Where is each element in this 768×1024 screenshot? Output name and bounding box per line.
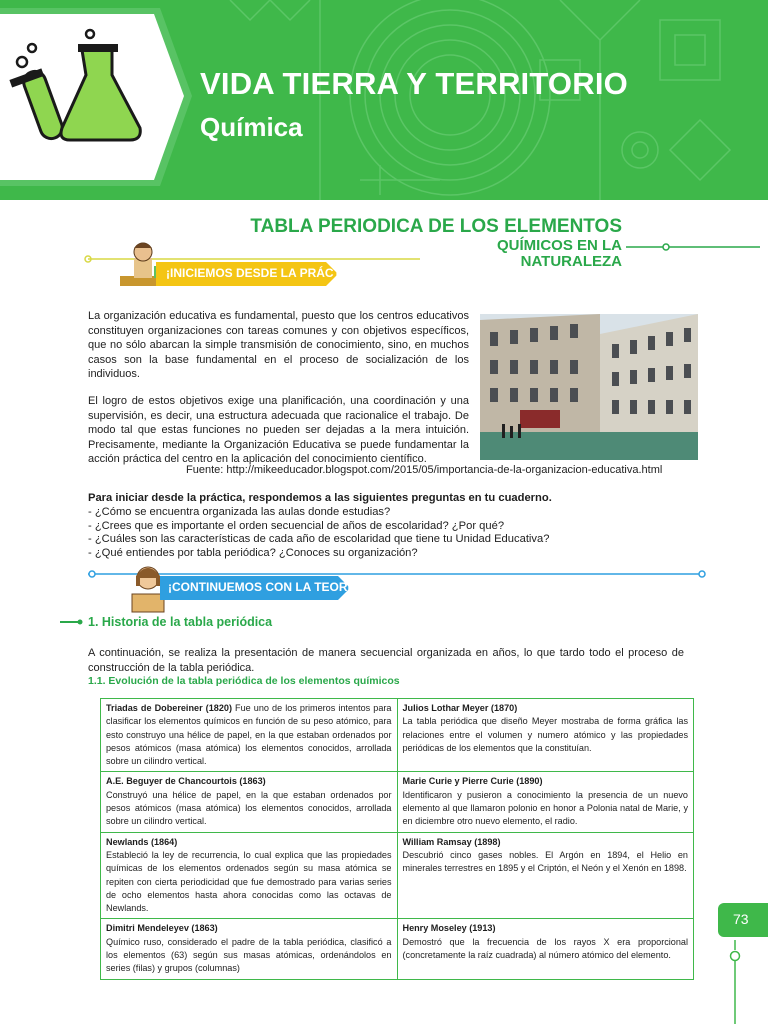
page-number-badge [718,903,768,937]
section-title-line3: NATURALEZA [520,253,622,270]
table-cell [101,772,398,832]
table-cell [397,699,694,772]
page-subtitle: Química [200,112,303,142]
section-title-line1: TABLA PERIODICA DE LOS ELEMENTOS [250,216,622,237]
scientist-name: Dimitri Mendeleyev (1863) [106,923,218,934]
table-row [101,699,694,772]
table-cell [101,919,398,979]
scientist-name: Marie Curie y Pierre Curie (1890) [402,776,543,787]
history-heading: 1. Historia de la tabla periódica [88,615,273,629]
scientist-description: Químico ruso, considerado el padre de la tabla periódica, clasificó a los elementos (63) según sus masas atómicas, ordenándolos en series (filas) y grupos (columnas) [106,936,392,974]
question-item: - ¿Qué entiendes por tabla periódica? ¿Conoces su organización? [88,547,418,560]
table-cell [101,832,398,919]
theory-banner-label: ¡CONTINUEMOS CON LA TEORÍA! [168,580,364,594]
scientist-name: Triadas de Dobereiner (1820) [106,703,232,713]
history-intro: A continuación, se realiza la presentación de manera secuencial organizada en años, lo que tardo todo el proceso de construcción de la tabla periódica. [88,647,684,674]
scientist-description: Estableció la ley de recurrencia, lo cual explica que las propiedades químicas de los elementos ordenados según su masa atómica se repiten con cierta periodicidad que fue demostrado para varias series de ocho elementos hasta ahora conocidas como las octavas de Newlands. [106,849,392,914]
question-item: - ¿Cómo se encuentra organizada las aulas donde estudias? [88,505,391,518]
scientist-description: Descubrió cinco gases nobles. El Argón en 1894, el Helio en minerales terrestres en 1895 y el Criptón, el Neón y el Xenón en 1898. [402,849,688,874]
scientist-description: Identificaron y pusieron a conocimiento la presencia de un nuevo elemento al que llamaron polonio en honor a Polonia natal de Marie, y en diciembre otro nuevo elemento, el radio. [402,789,688,827]
question-item: - ¿Cuáles son las características de cada año de escolaridad que tiene tu Unidad Educativa? [88,533,550,546]
page-number-connector [726,940,746,1024]
history-table [100,698,694,980]
table-cell [397,919,694,979]
scientist-description: Fue uno de los primeros intentos para clasificar los elementos químicos en función de su peso atómico, para esto construyo una hélice de papel, en la que estaban ordenados por pesos atómicos (masa atómica) los elementos conocidos, arrollada sobre un cilindro vertical. [106,703,392,767]
question-item: - ¿Crees que es importante el orden secuencial de años de escolaridad? ¿Por qué? [88,519,505,532]
scientist-description: Construyó una hélice de papel, en la que estaban ordenados por pesos atómicos (masa atómica) los elementos conocidos, arrollada sobre un cilindro vertical. [106,789,392,827]
page-number: 73 [733,911,749,927]
scientist-name: Henry Moseley (1913) [402,923,496,934]
table-row [101,832,694,919]
table-row [101,772,694,832]
scientist-name: Newlands (1864) [106,836,178,847]
practice-banner-label: ¡INICIEMOS DESDE LA PRÁCTICA! [166,266,366,280]
source-citation: Fuente: http://mikeeducador.blogspot.com/2015/05/importancia-de-la-organizacion-educativa.html [186,464,663,476]
questions-block [88,492,552,561]
scientist-description: Demostró que la frecuencia de los rayos X era proporcional (concretamente la raíz cuadrada) al número atómico del elemento. [402,936,688,961]
intro-paragraph-2: El logro de estos objetivos exige una planificación, una coordinación y una supervisión, es decir, una estructura adecuada que racionalice el trabajo. De modo tal que estas funciones no pueden ser dejadas a la mera intuición. Precisamente, mediante la Organización Educativa se puede fundamentar la acción práctica del centro en la aplicación del conocimiento científico. [88,395,469,465]
intro-paragraph-1: La organización educativa es fundamental, puesto que los centros educativos constituyen organizaciones con tareas comunes y con objetivos específicos, que no sólo abarcan la simple transmisión de conocimiento, sino, en muchos casos son la base fundamental en el proceso de socialización de los individuos. [88,310,469,380]
theory-banner [160,576,364,600]
scientist-name: A.E. Beguyer de Chancourtois (1863) [106,776,266,787]
page-title: VIDA TIERRA Y TERRITORIO [200,66,628,101]
scientist-name: William Ramsay (1898) [402,836,501,847]
section-title-line2: QUÍMICOS EN LA [496,237,622,254]
history-subheading: 1.1. Evolución de la tabla periódica de los elementos químicos [88,675,400,687]
table-row [101,919,694,979]
scientist-description: La tabla periódica que diseño Meyer mostraba de forma gráfica las relaciones entre el volumen y numero atómico y las propiedades periódicas de los elementos que la constituían. [402,716,688,753]
questions-lead: Para iniciar desde la práctica, respondemos a las siguientes preguntas en tu cuaderno. [88,492,552,504]
practice-banner [156,262,366,286]
table-cell [101,699,398,772]
table-cell [397,772,694,832]
table-cell [397,832,694,919]
school-building-photo [480,314,698,460]
scientist-name: Julios Lothar Meyer (1870) [402,703,518,713]
